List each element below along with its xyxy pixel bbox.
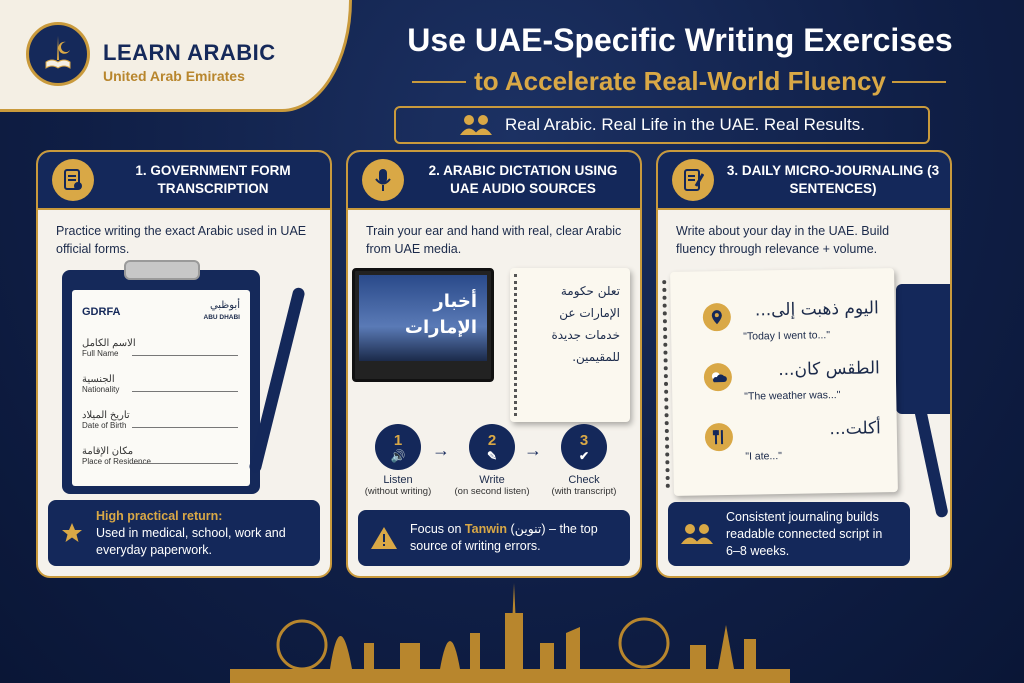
panel-title: 2. ARABIC DICTATION USING UAE AUDIO SOURCES (428, 163, 618, 196)
callout-box (358, 510, 630, 566)
step-label: Check (568, 474, 600, 486)
step-listen (358, 424, 438, 497)
journal-notebook (670, 268, 898, 496)
skyline-illustration (0, 573, 1024, 683)
step-sub: (on second listen) (454, 486, 530, 497)
journal-rings (662, 280, 680, 488)
step-label: Listen (383, 474, 413, 486)
tv-screen (352, 268, 494, 382)
step-sub: (without writing) (364, 486, 432, 497)
callout-title: High practical return: (96, 508, 223, 523)
panel-title: 3. DAILY MICRO-JOURNALING (3 SENTENCES) (726, 163, 940, 196)
page-title: Use UAE-Specific Writing Exercises (407, 22, 953, 58)
panel-dictation (346, 150, 642, 578)
arrow-icon: → (432, 440, 450, 460)
tagline-text: Real Arabic. Real Life in the UAE. Real Results. (504, 115, 865, 134)
clipboard (62, 270, 260, 494)
checklist-icon: 3 ✔ (561, 424, 607, 470)
star-icon (60, 521, 84, 545)
microphone-icon (362, 159, 404, 201)
clipboard-clamp (124, 260, 200, 280)
panel-header (348, 152, 640, 210)
logo-subtitle: United Arab Emirates (103, 68, 245, 84)
step-check (544, 424, 624, 497)
journal-entry: أكلت... "I ate..." (705, 418, 882, 471)
callout-text: Consistent journaling builds readable connected script in 6–8 weeks. (726, 509, 883, 558)
step-write (452, 424, 532, 497)
panel-title: 1. GOVERNMENT FORM TRANSCRIPTION (135, 163, 291, 196)
form-emirate-en: ABU DHABI (203, 314, 240, 321)
panel-government-form (36, 150, 332, 578)
dictation-text: تعلن حكومة الإمارات عن خدمات جديدة للمقيمين. (551, 284, 620, 364)
tagline-box (394, 106, 930, 144)
callout-box (668, 502, 910, 566)
page-subtitle: to Accelerate Real-World Fluency (474, 66, 886, 96)
form-field: تاريخ الميلاد Date of Birth (82, 410, 238, 430)
people-icon (680, 523, 714, 545)
form-agency: GDRFA (82, 306, 121, 318)
callout-post: (تنوين) – the top source of writing errors. (410, 522, 598, 553)
form-field: الاسم الكامل Full Name (82, 338, 238, 358)
tv-display (359, 275, 487, 361)
pencil-icon: 2 ✎ (469, 424, 515, 470)
panel-header (658, 152, 950, 210)
callout-term: Tanwin (464, 522, 508, 536)
panel-journaling (656, 150, 952, 578)
panel-header (38, 152, 330, 210)
step-label: Write (479, 474, 505, 486)
arrow-icon: → (524, 440, 542, 460)
logo-title: LEARN ARABIC (103, 40, 276, 65)
form-field: الجنسية Nationality (82, 374, 238, 394)
panel-description: Write about your day in the UAE. Build fluency through relevance + volume. (676, 224, 890, 256)
callout-box (48, 500, 320, 566)
callout-text: Used in medical, school, work and everyday paperwork. (96, 525, 286, 557)
dictation-notebook (510, 268, 630, 422)
journal-icon (672, 159, 714, 201)
form-paper (72, 290, 250, 486)
divider (892, 81, 946, 83)
document-icon (52, 159, 94, 201)
form-emirate-ar: أبوظبي (209, 300, 240, 311)
people-icon (459, 114, 493, 136)
location-pin-icon (703, 303, 731, 331)
notebook-rings (514, 274, 522, 416)
logo-badge-icon (26, 22, 90, 86)
step-sub: (with transcript) (551, 486, 617, 497)
speaker-icon: 1 🔊 (375, 424, 421, 470)
panel-description: Train your ear and hand with real, clear Arabic from UAE media. (366, 224, 622, 256)
logo-banner (0, 0, 352, 112)
warning-icon (370, 526, 398, 550)
journal-entry: اليوم ذهبت إلى... "Today I went to..." (703, 298, 880, 351)
coffee-mug (896, 284, 952, 414)
journal-entry: الطقس كان... "The weather was..." (704, 358, 881, 411)
callout-pre: Focus on (410, 522, 462, 536)
panel-description: Practice writing the exact Arabic used in UAE official forms. (56, 224, 307, 256)
cutlery-icon (705, 423, 733, 451)
weather-icon (704, 363, 732, 391)
tv-headline: أخبار الإمارات (404, 291, 477, 338)
form-field: مكان الإقامة Place of Residence (82, 446, 238, 466)
